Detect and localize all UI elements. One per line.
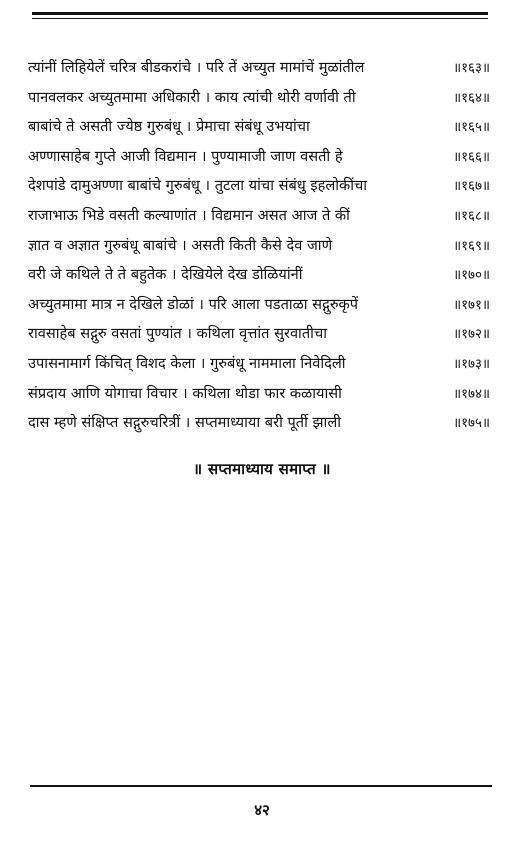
verse-text: अच्युतमामा मात्र न देखिले डोळां । परि आला पडताळा सद्गुरुकृपें [28,295,359,313]
verse-number: ॥१६६॥ [453,149,490,165]
verse-line [28,349,490,379]
verse-text: ज्ञात व अज्ञात गुरुबंधू बाबांचे । असती किती कैसे देव जाणे [28,236,333,254]
verse-number: ॥१६८॥ [453,208,490,224]
verse-text: त्यांनीं लिहियेलें चरित्र बीडकरांचे । परि तें अच्युत मामांचें मुळांतील [28,59,365,76]
page-number: ४२ [254,801,270,819]
verse-number: ॥१६९॥ [453,238,490,254]
verse-number: ॥१७१॥ [453,297,490,313]
verse-number: ॥१६४॥ [453,90,490,106]
verse-number: ॥१७०॥ [453,268,490,284]
verse-line [28,379,490,409]
verse-text: उपासनामार्ग किंचित् विशद केला । गुरुबंधू नाममाला निवेदिली [28,354,346,372]
verse-text: अण्णासाहेब गुप्ते आजी विद्यमान । पुण्यामाजी जाण वसती हे [28,147,343,165]
verse-number: ॥१७५॥ [453,416,490,432]
verse-text: देशपांडे दामुअण्णा बाबांचे गुरुबंधू । तुटला यांचा संबंधु इहलोकींचा [28,177,368,195]
verse-text: बाबांचे ते असती ज्येष्ठ गुरुबंधू । प्रेमाचा संबंधू उभयांचा [28,118,310,136]
verse-line [28,53,490,83]
verse-text: राजाभाऊ भिडे वसती कल्याणांत । विद्यमान असत आज ते कीं [28,206,350,224]
verse-text: दास म्हणे संक्षिप्त सद्गुरुचरित्रीं । सप्तमाध्याया बरी पूर्ती झाली [28,414,342,432]
verse-number: ॥१६७॥ [453,179,490,195]
verse-number: ॥१६५॥ [453,120,490,136]
verse-list [28,53,490,438]
verse-number: ॥१६३॥ [453,61,490,76]
verse-line [28,83,490,113]
verse-line [28,319,490,349]
top-double-rule [32,12,488,19]
verse-text: पानवलकर अच्युतमामा अधिकारी । काय त्यांची थोरी वर्णावी ती [28,88,356,106]
chapter-end-heading: ॥ सप्तमाध्याय समाप्त ॥ [193,460,331,478]
verse-line [28,142,490,172]
verse-text: रावसाहेब सद्गुरु वसतां पुण्यांत । कथिला वृत्तांत सुरवातीचा [28,325,327,343]
verse-number: ॥१७४॥ [453,386,490,402]
bottom-rule [30,785,492,787]
verse-number: ॥१७२॥ [453,327,490,343]
verse-line [28,231,490,261]
verse-line [28,112,490,142]
verse-line [28,201,490,231]
verse-line [28,260,490,290]
verse-text: वरी जे कथिले ते ते बहुतेक । देखियेले देख डोळियांनीं [28,266,303,284]
verse-line [28,290,490,320]
verse-text: संप्रदाय आणि योगाचा विचार । कथिला थोडा फार कळायासी [28,384,342,402]
verse-number: ॥१७३॥ [453,356,490,372]
verse-line [28,408,490,438]
verse-line [28,171,490,201]
